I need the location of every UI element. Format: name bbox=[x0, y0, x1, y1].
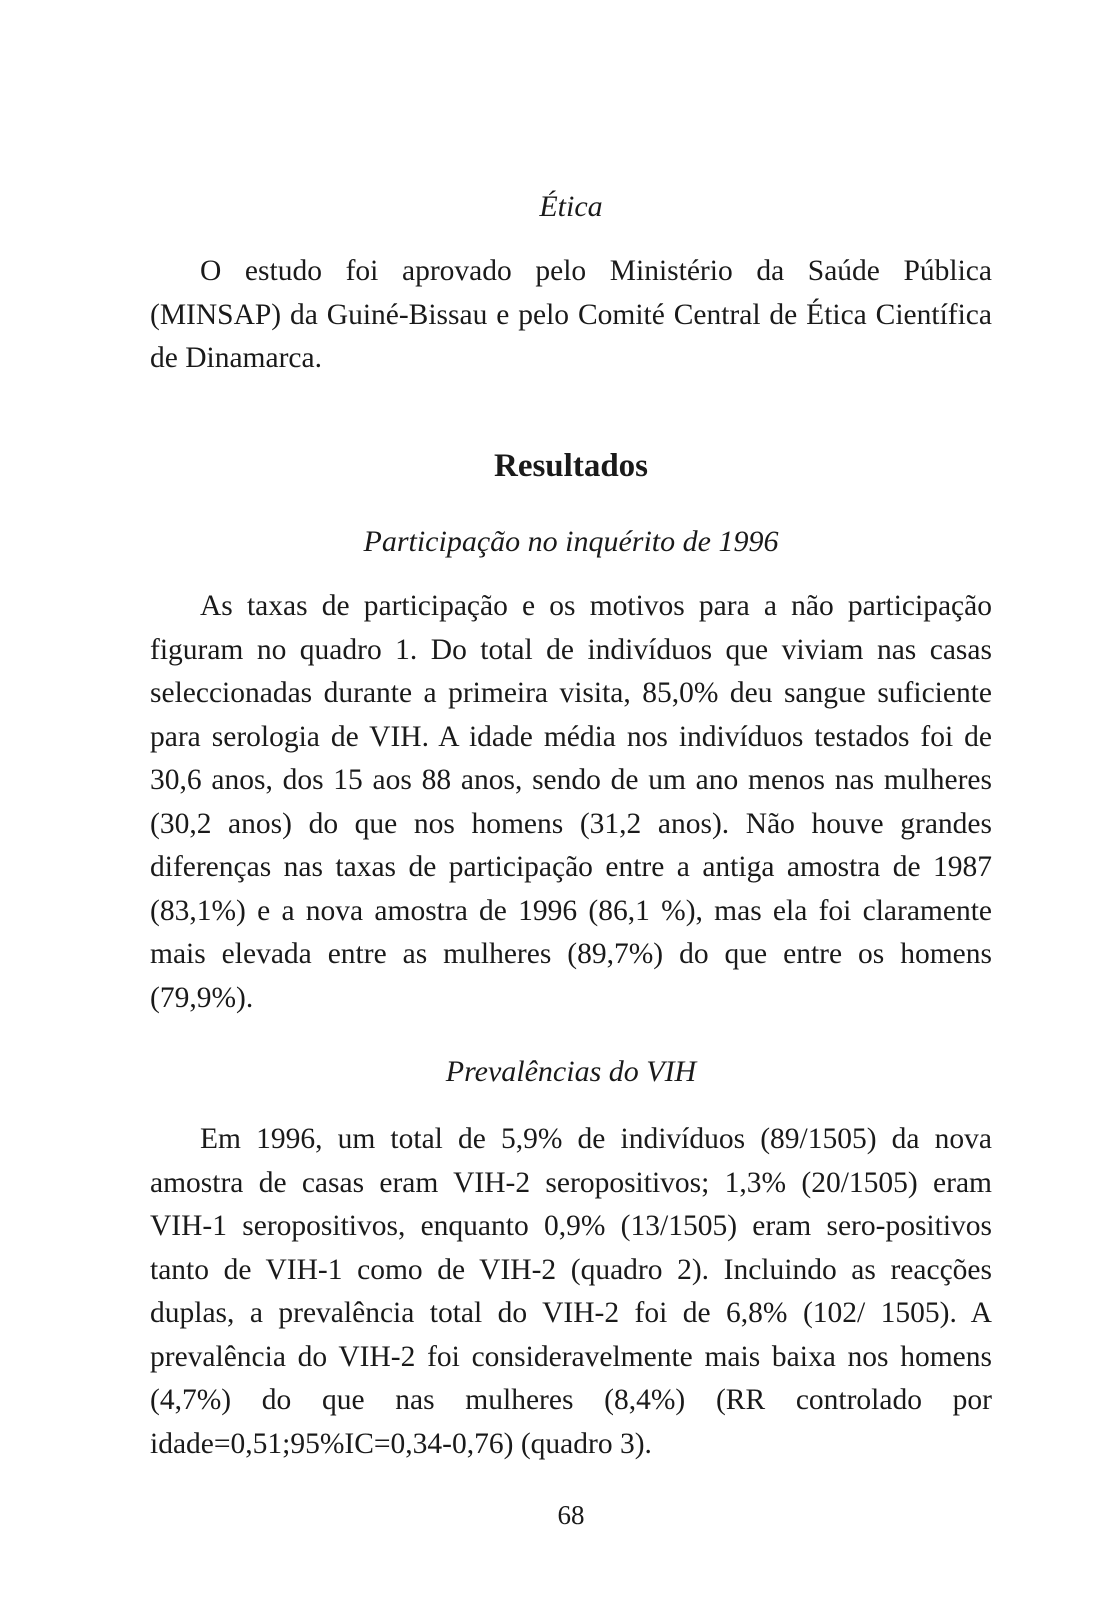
subheading-prevalencias: Prevalências do VIH bbox=[445, 1055, 697, 1088]
section-heading-etica: Ética bbox=[539, 190, 603, 223]
paragraph-prevalencias: Em 1996, um total de 5,9% de indivíduos (89/1505) da nova amostra de casas eram VIH-2 seropositivos; 1,3% (20/1505) eram VIH-1 seropositivos, enquanto 0,9% (13/1505) eram sero-positivos tanto de VIH-1 como de VIH-2 (quadro 2). Incluindo as reacções duplas, a prevalência total do VIH-2 foi de 6,8% (102/ 1505). A prevalência do VIH-2 foi consideravelmente mais baixa nos homens (4,7%) do que nas mulheres (8,4%) (RR controlado por idade=0,51;95%IC=0,34-0,76) (quadro 3). bbox=[150, 1123, 992, 1460]
subheading-participacao: Participação no inquérito de 1996 bbox=[363, 525, 779, 558]
paragraph-participacao: As taxas de participação e os motivos para a não participação figuram no quadro 1. Do total de indivíduos que viviam nas casas seleccionadas durante a primeira visita, 85,0% deu sangue suficiente para serologia de VIH. A idade média nos indivíduos testados foi de 30,6 anos, dos 15 aos 88 anos, sendo de um ano menos nas mulheres (30,2 anos) do que nos homens (31,2 anos). Não houve grandes diferenças nas taxas de participação entre a antiga amostra de 1987 (83,1%) e a nova amostra de 1996 (86,1 %), mas ela foi claramente mais elevada entre as mulheres (89,7%) do que entre os homens (79,9%). bbox=[150, 590, 992, 1014]
section-heading-resultados: Resultados bbox=[493, 448, 649, 484]
page-number: 68 bbox=[557, 1500, 585, 1530]
paragraph-etica: O estudo foi aprovado pelo Ministério da Saúde Pública (MINSAP) da Guiné-Bissau e pelo Comité Central de Ética Científica de Dinamarca. bbox=[150, 255, 992, 374]
document-page bbox=[150, 0, 992, 1620]
